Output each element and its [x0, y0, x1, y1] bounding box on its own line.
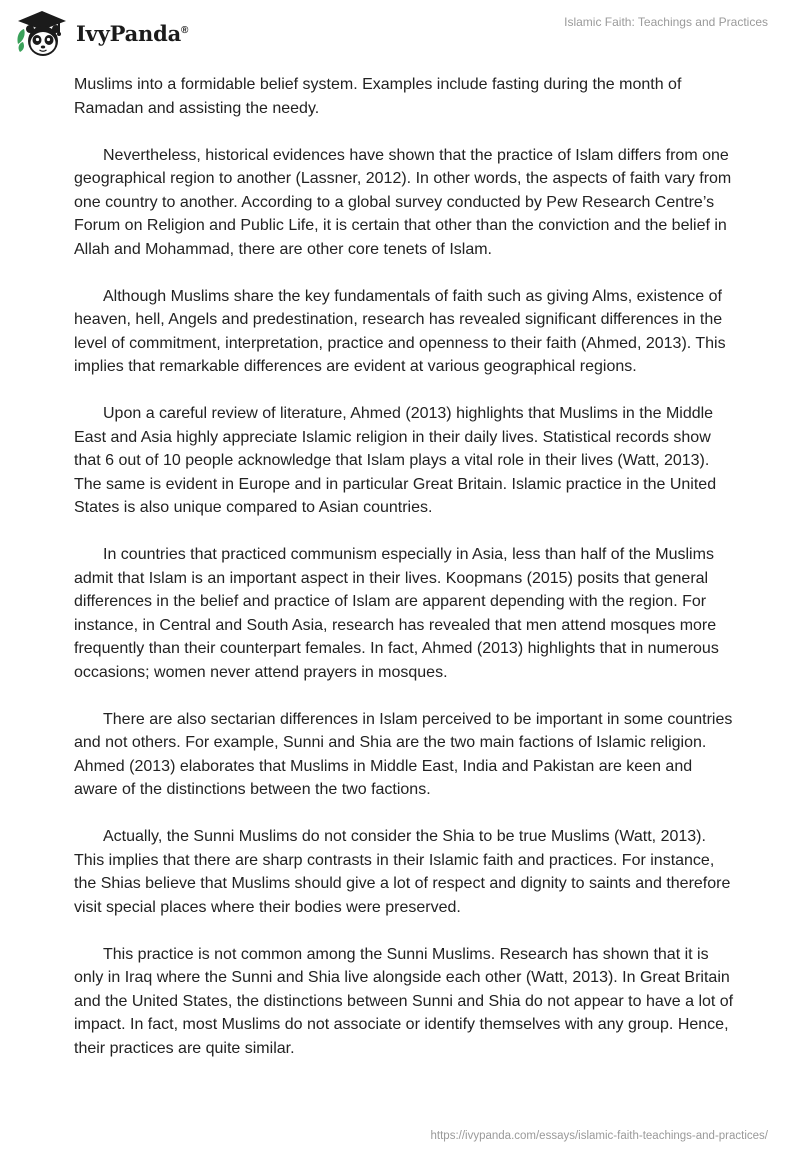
ivypanda-logo[interactable] — [14, 8, 188, 58]
source-url[interactable]: https://ivypanda.com/essays/islamic-faith-teachings-and-practices/ — [430, 1130, 768, 1142]
paragraph: Actually, the Sunni Muslims do not consider the Shia to be true Muslims (Watt, 2013). This implies that there are sharp contrasts in their Islamic faith and practices. For instance, the Shias believe that Muslims should give a lot of respect and dignity to saints and therefore visit special places where their bodies were preserved. — [74, 828, 731, 916]
paragraph: In countries that practiced communism especially in Asia, less than half of the Muslims admit that Islam is an important aspect in their lives. Koopmans (2015) posits that general differences in the belief and practice of Islam are apparent depending with the region. For instance, in Central and South Asia, research has revealed that men attend mosques more frequently than their counterpart females. In fact, Ahmed (2013) highlights that in numerous occasions; women never attend prayers in mosques. — [74, 546, 719, 681]
paragraph: This practice is not common among the Sunni Muslims. Research has shown that it is only in Iraq where the Sunni and Shia live alongside each other (Watt, 2013). In Great Britain and the United States, the distinctions between Sunni and Shia do not appear to have a lot of impact. In fact, most Muslims do not associate or identify themselves with any group. Hence, their practices are quite similar. — [74, 945, 734, 1057]
logo-wordmark — [76, 21, 188, 46]
paragraph: Nevertheless, historical evidences have shown that the practice of Islam differs from one geographical region to another (Lassner, 2012). In other words, the aspects of faith vary from one country to another. According to a global survey conducted by Pew Research Centre’s Forum on Religion and Public Life, it is certain that other than the conviction and the belief in Allah and Mohammad, there are other core tenets of Islam. — [74, 146, 732, 258]
document-title: Islamic Faith: Teachings and Practices — [564, 15, 768, 29]
essay-body — [74, 73, 734, 1084]
registered-mark: ® — [181, 24, 189, 36]
paragraph: Muslims into a formidable belief system. Examples include fasting during the month of Ramadan and assisting the needy. — [74, 76, 682, 117]
panda-graduate-icon — [14, 8, 70, 58]
paragraph: Upon a careful review of literature, Ahmed (2013) highlights that Muslims in the Middle East and Asia highly appreciate Islamic religion in their daily lives. Statistical records show that 6 out of 10 people acknowledge that Islam plays a vital role in their lives (Watt, 2013). The same is evident in Europe and in particular Great Britain. Islamic practice in the United States is also unique compared to Asian countries. — [74, 405, 717, 516]
paragraph: Although Muslims share the key fundamentals of faith such as giving Alms, existence of heaven, hell, Angels and predestination, research has revealed significant differences in the level of commitment, interpretation, practice and openness to their faith (Ahmed, 2013). This implies that remarkable differences are evident at various geographical regions. — [74, 287, 726, 375]
paragraph: There are also sectarian differences in Islam perceived to be important in some countries and not others. For example, Sunni and Shia are the two main factions of Islamic religion. Ahmed (2013) elaborates that Muslims in Middle East, India and Pakistan are keen and aware of the distinctions between the two factions. — [74, 710, 733, 798]
logo-text: IvyPanda — [76, 20, 182, 46]
page-header — [0, 0, 800, 66]
